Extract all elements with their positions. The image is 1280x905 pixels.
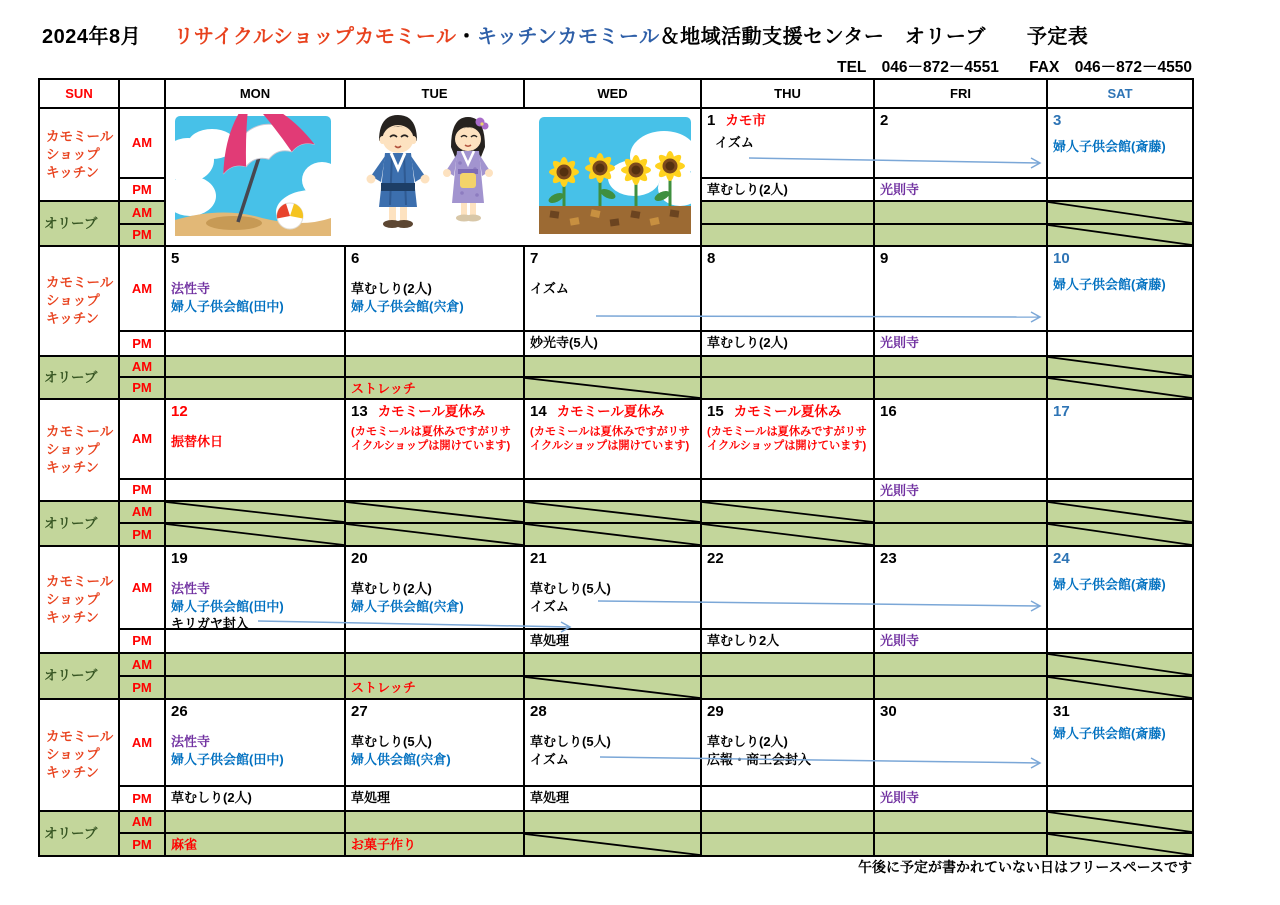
closed-diagonal-line — [346, 502, 523, 522]
event-izumu: イズム — [530, 598, 569, 614]
day-number-28: 28 — [530, 703, 547, 720]
day-cell-aug1-pm: 草むしり(2人) — [702, 179, 875, 202]
day-cell-aug28-pm: 草処理 — [525, 787, 702, 812]
closed-diagonal-line — [702, 502, 873, 522]
day-cell-aug29-pm — [702, 787, 875, 812]
olive-am-label-w1: AM — [120, 202, 166, 225]
olive-pm-sat24-closed — [1048, 677, 1194, 700]
olive-pm-sat3-closed — [1048, 225, 1194, 247]
title-recycle-shop: リサイクルショップカモミール — [173, 26, 457, 48]
olive-pm-wed28-closed — [525, 834, 702, 857]
event-kamoichi: カモ市 — [725, 113, 766, 128]
closed-diagonal-line — [1048, 202, 1192, 223]
day-cell-aug2-pm: 光則寺 — [875, 179, 1048, 202]
closed-diagonal-line — [1048, 225, 1192, 245]
event-fujin-kaikan-shishikura: 婦人子供会館(宍倉) — [351, 298, 464, 314]
olive-pm-label-w3: PM — [120, 524, 166, 547]
olive-am-sat31-closed — [1048, 812, 1194, 834]
fax-number: FAX 046－872－4550 — [1029, 59, 1192, 76]
day-cell-aug26-pm: 草むしり(2人) — [166, 787, 346, 812]
day-number-9: 9 — [880, 250, 889, 267]
day-cell-aug23-pm: 光則寺 — [875, 630, 1048, 654]
day-cell-aug30-am — [875, 700, 1048, 787]
day-number-6: 6 — [351, 250, 360, 267]
header-sat: SAT — [1048, 80, 1194, 109]
row-label-chamomile-w5 — [40, 700, 120, 812]
event-fujin-kaikan-shishikura: 婦人子供会館(宍倉) — [351, 598, 464, 614]
day-cell-aug9-am — [875, 247, 1048, 332]
event-kusamushiri: 草むしり(2人) — [707, 734, 788, 749]
day-cell-aug27-am — [346, 700, 525, 787]
label-kitchen: キッチン — [46, 460, 100, 475]
day-cell-aug14-pm — [525, 480, 702, 502]
day-cell-aug27-pm: 草処理 — [346, 787, 525, 812]
label-shop: ショップ — [46, 442, 100, 457]
footer-note: 午後に予定が書かれていない日はフリースペースです — [857, 859, 1192, 875]
pm-label-w5: PM — [120, 787, 166, 812]
day-number-13: 13 — [351, 403, 368, 420]
closed-diagonal-line — [525, 677, 700, 698]
pm-label-w3: PM — [120, 480, 166, 502]
closed-diagonal-line — [525, 524, 700, 545]
yukata-boy — [367, 115, 430, 228]
day-cell-aug19-am — [166, 547, 346, 630]
event-hoshoji: 法性寺 — [171, 581, 211, 596]
olive-am-sat3-closed — [1048, 202, 1194, 225]
event-fujin-kaikan: 婦人子供会館(斎藤) — [1053, 139, 1166, 154]
row-label-chamomile-w3 — [40, 400, 120, 502]
olive-pm-tue6-stretch: ストレッチ — [346, 378, 525, 400]
event-fujin-kaikan-shishikura: 婦人供会館(宍倉) — [351, 751, 451, 767]
day-cell-aug21-pm: 草処理 — [525, 630, 702, 654]
am-label-w1: AM — [120, 109, 166, 179]
olive-am-thu29 — [702, 812, 875, 834]
day-number-8: 8 — [707, 250, 716, 267]
day-number-21: 21 — [530, 550, 547, 567]
illustration-cell — [166, 109, 702, 247]
olive-am-fri16 — [875, 502, 1048, 524]
event-kusamushiri: 草むしり(2人) — [351, 281, 432, 296]
label-shop: ショップ — [46, 747, 100, 762]
olive-am-tue27 — [346, 812, 525, 834]
closed-diagonal-line — [702, 524, 873, 545]
label-chamomile: カモミール — [46, 424, 114, 439]
pm-label-w1: PM — [120, 179, 166, 202]
day-cell-aug15-am — [702, 400, 875, 480]
title-month: 2024年8月 — [42, 26, 142, 48]
day-cell-aug31-pm — [1048, 787, 1194, 812]
day-cell-aug17-am — [1048, 400, 1194, 480]
closed-diagonal-line — [1048, 654, 1192, 675]
olive-am-wed28 — [525, 812, 702, 834]
olive-am-thu1 — [702, 202, 875, 225]
day-number-22: 22 — [707, 550, 724, 567]
olive-pm-label-w4: PM — [120, 677, 166, 700]
day-number-19: 19 — [171, 550, 188, 567]
day-number-30: 30 — [880, 703, 897, 720]
olive-am-wed21 — [525, 654, 702, 677]
olive-pm-thu1 — [702, 225, 875, 247]
header-mon: MON — [166, 80, 346, 109]
day-cell-aug16-pm: 光則寺 — [875, 480, 1048, 502]
label-kitchen: キッチン — [46, 609, 100, 625]
day-cell-aug12-am — [166, 400, 346, 480]
olive-am-fri9 — [875, 357, 1048, 378]
day-cell-aug13-am — [346, 400, 525, 480]
title-separator: ・ — [456, 26, 477, 48]
day-cell-aug17-pm — [1048, 480, 1194, 502]
olive-pm-mon5 — [166, 378, 346, 400]
event-kusamushiri: 草むしり(2人) — [351, 581, 432, 596]
header-thu: THU — [702, 80, 875, 109]
closed-diagonal-line — [525, 378, 700, 398]
label-shop: ショップ — [46, 591, 100, 607]
event-fujin-kaikan: 婦人子供会館(斎藤) — [1053, 726, 1166, 741]
day-number-14: 14 — [530, 403, 547, 420]
row-label-chamomile-w4 — [40, 547, 120, 654]
day-cell-aug9-pm: 光則寺 — [875, 332, 1048, 357]
olive-pm-mon26-mahjong: 麻雀 — [166, 834, 346, 857]
event-fujin-kaikan: 婦人子供会館(斎藤) — [1053, 277, 1166, 292]
day-number-12: 12 — [171, 403, 188, 420]
olive-pm-tue27-okashi: お菓子作り — [346, 834, 525, 857]
olive-pm-thu8 — [702, 378, 875, 400]
title-suffix: ＆地域活動支援センター オリーブ 予定表 — [659, 26, 1089, 48]
event-fujin-kaikan-tanaka: 婦人子供会館(田中) — [171, 298, 284, 314]
day-number-2: 2 — [880, 112, 889, 129]
day-cell-aug6-am — [346, 247, 525, 332]
event-koho-fuunyu: 広報・商工会封入 — [707, 751, 812, 767]
day-cell-aug10-pm — [1048, 332, 1194, 357]
olive-am-sat24-closed — [1048, 654, 1194, 677]
day-number-26: 26 — [171, 703, 188, 720]
label-shop: ショップ — [46, 146, 100, 162]
closed-diagonal-line — [525, 834, 700, 855]
event-hoshoji: 法性寺 — [171, 281, 211, 296]
label-kitchen: キッチン — [46, 311, 100, 326]
day-cell-aug28-am — [525, 700, 702, 787]
event-natsuyasumi: カモミール夏休み — [377, 404, 486, 419]
day-cell-aug7-am — [525, 247, 702, 332]
day-cell-aug13-pm — [346, 480, 525, 502]
event-fujin-kaikan-tanaka: 婦人子供会館(田中) — [171, 598, 284, 614]
olive-pm-label-w2: PM — [120, 378, 166, 400]
day-cell-aug21-am — [525, 547, 702, 630]
olive-pm-thu15-closed — [702, 524, 875, 547]
event-kirigaya: キリガヤ封入 — [171, 616, 249, 631]
olive-pm-fri9 — [875, 378, 1048, 400]
day-cell-aug3-am — [1048, 109, 1194, 179]
note-natsuyasumi: (カモミールは夏休みですがリサイクルショップは開けています) — [530, 426, 690, 452]
olive-pm-sat10-closed — [1048, 378, 1194, 400]
day-cell-aug10-am — [1048, 247, 1194, 332]
event-kusamushiri: 草むしり(5人) — [530, 734, 611, 749]
olive-pm-tue13-closed — [346, 524, 525, 547]
event-fujin-kaikan-tanaka: 婦人子供会館(田中) — [171, 751, 284, 767]
note-natsuyasumi: (カモミールは夏休みですがリサイクルショップは開けています) — [351, 426, 511, 452]
closed-diagonal-line — [346, 524, 523, 545]
olive-am-label-w5: AM — [120, 812, 166, 834]
olive-am-thu15-closed — [702, 502, 875, 524]
olive-pm-label-w1: PM — [120, 225, 166, 247]
row-label-chamomile-w2 — [40, 247, 120, 357]
closed-diagonal-line — [1048, 378, 1192, 398]
day-number-23: 23 — [880, 550, 897, 567]
header-sun: SUN — [40, 80, 120, 109]
row-label-olive-w1: オリーブ — [40, 202, 120, 247]
event-izumu: イズム — [530, 751, 569, 767]
beach-parasol-illustration — [172, 114, 334, 241]
label-chamomile: カモミール — [46, 573, 114, 589]
closed-diagonal-line — [1048, 357, 1192, 376]
row-label-chamomile-w1 — [40, 109, 120, 202]
closed-diagonal-line — [525, 502, 700, 522]
am-label-w2: AM — [120, 247, 166, 332]
closed-diagonal-line — [166, 524, 344, 545]
day-cell-aug2-am — [875, 109, 1048, 179]
header-fri: FRI — [875, 80, 1048, 109]
day-cell-aug16-am — [875, 400, 1048, 480]
day-cell-aug24-pm — [1048, 630, 1194, 654]
olive-am-mon19 — [166, 654, 346, 677]
day-cell-aug22-am — [702, 547, 875, 630]
header-ampm-col — [120, 80, 166, 109]
day-number-27: 27 — [351, 703, 368, 720]
day-cell-aug12-pm — [166, 480, 346, 502]
day-number-31: 31 — [1053, 703, 1070, 720]
day-cell-aug20-am — [346, 547, 525, 630]
day-cell-aug26-am — [166, 700, 346, 787]
label-chamomile: カモミール — [46, 275, 114, 290]
day-cell-aug23-am — [875, 547, 1048, 630]
row-label-olive-w4: オリーブ — [40, 654, 120, 700]
label-shop: ショップ — [46, 293, 100, 308]
olive-pm-tue20-stretch: ストレッチ — [346, 677, 525, 700]
olive-am-label-w2: AM — [120, 357, 166, 378]
day-number-16: 16 — [880, 403, 897, 420]
pm-label-w4: PM — [120, 630, 166, 654]
label-chamomile: カモミール — [46, 729, 114, 744]
olive-pm-wed21-closed — [525, 677, 702, 700]
olive-am-label-w4: AM — [120, 654, 166, 677]
schedule-table — [38, 78, 1194, 857]
olive-pm-label-w5: PM — [120, 834, 166, 857]
closed-diagonal-line — [166, 502, 344, 522]
closed-diagonal-line — [1048, 524, 1192, 545]
day-cell-aug5-am — [166, 247, 346, 332]
day-cell-aug8-pm: 草むしり(2人) — [702, 332, 875, 357]
label-kitchen: キッチン — [46, 765, 100, 780]
pm-label-w2: PM — [120, 332, 166, 357]
day-number-3: 3 — [1053, 112, 1062, 129]
yukata-children-illustration — [356, 109, 514, 246]
day-number-5: 5 — [171, 250, 180, 267]
am-label-w5: AM — [120, 700, 166, 787]
yukata-girl — [443, 117, 493, 222]
olive-pm-fri2 — [875, 225, 1048, 247]
day-number-7: 7 — [530, 250, 539, 267]
olive-am-fri23 — [875, 654, 1048, 677]
day-cell-aug15-pm — [702, 480, 875, 502]
olive-am-wed7 — [525, 357, 702, 378]
olive-am-sat10-closed — [1048, 357, 1194, 378]
day-cell-aug7-pm: 妙光寺(5人) — [525, 332, 702, 357]
day-cell-aug8-am — [702, 247, 875, 332]
event-hoshoji: 法性寺 — [171, 734, 211, 749]
label-chamomile: カモミール — [46, 128, 114, 144]
closed-diagonal-line — [1048, 812, 1192, 832]
day-cell-aug14-am — [525, 400, 702, 480]
day-cell-aug19-pm — [166, 630, 346, 654]
row-label-olive-w2: オリーブ — [40, 357, 120, 400]
day-cell-aug29-am — [702, 700, 875, 787]
olive-am-sat17-closed — [1048, 502, 1194, 524]
olive-am-tue6 — [346, 357, 525, 378]
am-label-w3: AM — [120, 400, 166, 480]
day-cell-aug24-am — [1048, 547, 1194, 630]
closed-diagonal-line — [1048, 677, 1192, 698]
day-cell-aug5-pm — [166, 332, 346, 357]
olive-pm-sat31-closed — [1048, 834, 1194, 857]
olive-pm-wed14-closed — [525, 524, 702, 547]
row-label-olive-w5: オリーブ — [40, 812, 120, 857]
day-number-29: 29 — [707, 703, 724, 720]
olive-am-label-w3: AM — [120, 502, 166, 524]
day-number-10: 10 — [1053, 250, 1070, 267]
label-kitchen: キッチン — [46, 164, 100, 180]
sunflowers-illustration — [536, 114, 694, 240]
day-number-24: 24 — [1053, 550, 1070, 567]
day-cell-aug1-am — [702, 109, 875, 179]
header-wed: WED — [525, 80, 702, 109]
olive-pm-fri16 — [875, 524, 1048, 547]
contact-line — [837, 55, 1192, 77]
olive-am-mon5 — [166, 357, 346, 378]
olive-am-thu22 — [702, 654, 875, 677]
olive-pm-mon19 — [166, 677, 346, 700]
header-tue: TUE — [346, 80, 525, 109]
olive-am-fri30 — [875, 812, 1048, 834]
am-label-w4: AM — [120, 547, 166, 630]
olive-am-mon12-closed — [166, 502, 346, 524]
row-label-olive-w3: オリーブ — [40, 502, 120, 547]
event-natsuyasumi: カモミール夏休み — [733, 404, 842, 419]
closed-diagonal-line — [1048, 502, 1192, 522]
day-cell-aug3-pm — [1048, 179, 1194, 202]
olive-am-tue20 — [346, 654, 525, 677]
olive-am-wed14-closed — [525, 502, 702, 524]
tel-number: TEL 046－872－4551 — [837, 59, 999, 76]
olive-pm-wed7-closed — [525, 378, 702, 400]
event-kusamushiri: 草むしり(5人) — [351, 734, 432, 749]
olive-am-thu8 — [702, 357, 875, 378]
event-izumu: イズム — [715, 135, 754, 150]
day-cell-aug22-pm: 草むしり2人 — [702, 630, 875, 654]
day-cell-aug31-am — [1048, 700, 1194, 787]
day-cell-aug30-pm: 光則寺 — [875, 787, 1048, 812]
olive-pm-mon12-closed — [166, 524, 346, 547]
day-number-17: 17 — [1053, 403, 1070, 420]
event-fujin-kaikan: 婦人子供会館(斎藤) — [1053, 577, 1166, 592]
olive-am-fri2 — [875, 202, 1048, 225]
olive-pm-thu22 — [702, 677, 875, 700]
olive-pm-sat17-closed — [1048, 524, 1194, 547]
closed-diagonal-line — [1048, 834, 1192, 855]
page-title — [42, 20, 1088, 49]
day-cell-aug6-pm — [346, 332, 525, 357]
day-number-1: 1 — [707, 112, 716, 129]
event-natsuyasumi: カモミール夏休み — [556, 404, 665, 419]
event-furikae-kyujitsu: 振替休日 — [171, 434, 224, 449]
event-izumu: イズム — [530, 281, 569, 296]
day-number-20: 20 — [351, 550, 368, 567]
olive-pm-fri30 — [875, 834, 1048, 857]
title-kitchen: キッチンカモミール — [476, 26, 660, 48]
olive-pm-thu29 — [702, 834, 875, 857]
note-natsuyasumi: (カモミールは夏休みですがリサイクルショップは開けています) — [707, 426, 867, 452]
olive-am-mon26 — [166, 812, 346, 834]
day-cell-aug20-pm — [346, 630, 525, 654]
olive-am-tue13-closed — [346, 502, 525, 524]
day-number-15: 15 — [707, 403, 724, 420]
event-kusamushiri: 草むしり(5人) — [530, 581, 611, 596]
olive-pm-fri23 — [875, 677, 1048, 700]
